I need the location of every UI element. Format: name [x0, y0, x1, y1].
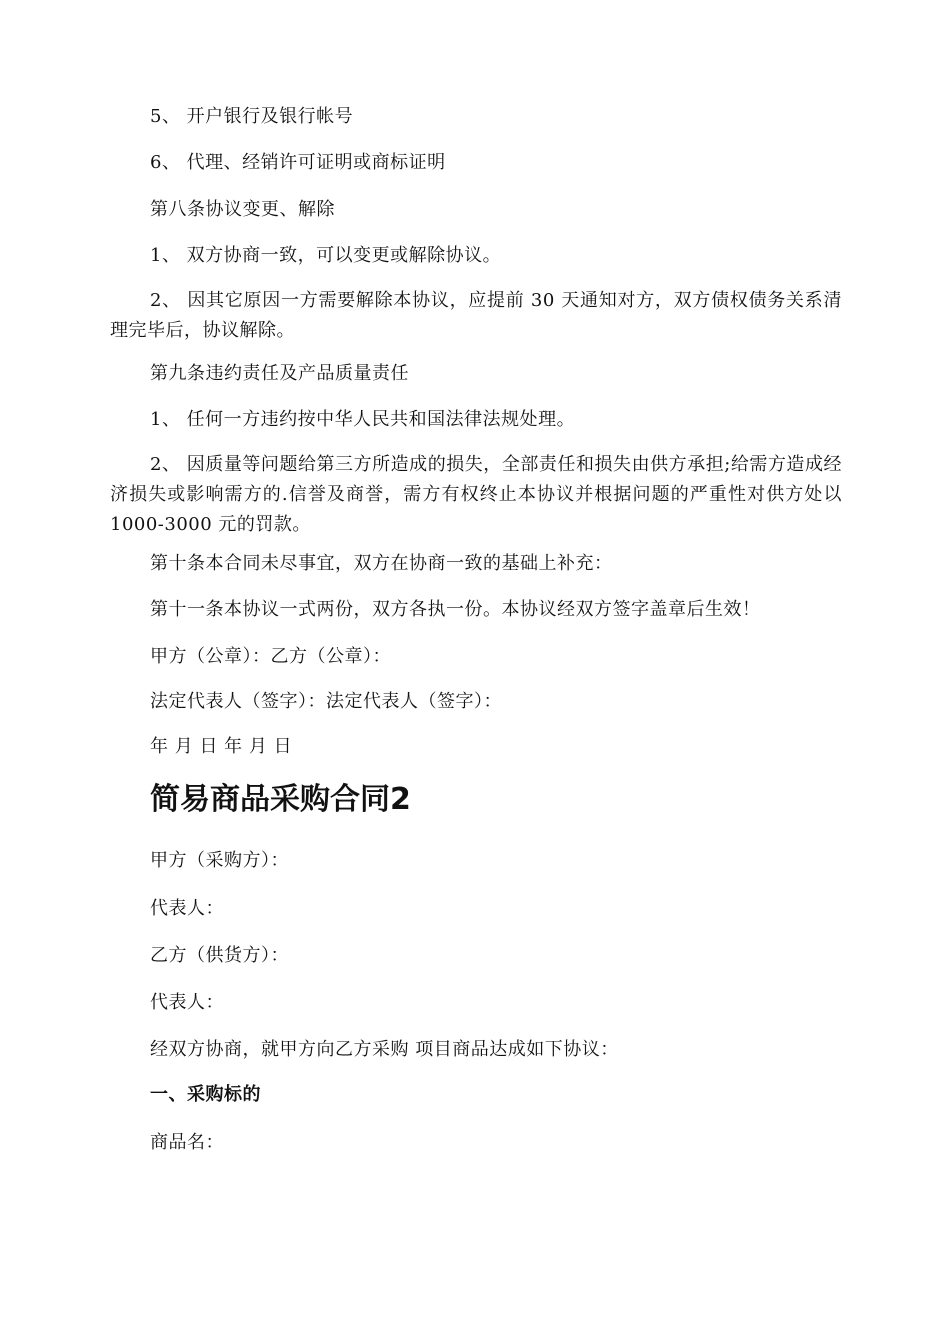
buyer-representative-line: 代表人：	[150, 898, 224, 919]
article-11: 第十一条本协议一式两份，双方各执一份。本协议经双方签字盖章后生效！	[150, 599, 761, 620]
legal-rep-signature-line: 法定代表人（签字）：法定代表人（签字）：	[150, 691, 502, 712]
paragraph-quality-liability: 2、 因质量等问题给第三方所造成的损失，全部责任和损失由供方承担;给需方造成经济损失或影响需方的.信誉及商誉，需方有权终止本协议并根据问题的严重性对供方处以 1000-3000 元的罚款。	[110, 454, 843, 535]
purchase-subject-heading: 一、采购标的	[150, 1084, 261, 1105]
article-8-heading: 第八条协议变更、解除	[150, 199, 335, 220]
party-seals-line: 甲方（公章）：乙方（公章）：	[150, 646, 391, 667]
article-9-heading: 第九条违约责任及产品质量责任	[150, 363, 409, 384]
product-name-line: 商品名：	[150, 1132, 224, 1153]
buyer-party-line: 甲方（采购方）：	[150, 850, 289, 871]
paragraph-license-proof: 6、 代理、经销许可证明或商标证明	[150, 152, 446, 173]
agreement-intro: 经双方协商，就甲方向乙方采购 项目商品达成如下协议：	[150, 1039, 619, 1060]
paragraph-mutual-termination: 1、 双方协商一致，可以变更或解除协议。	[150, 245, 502, 266]
seller-party-line: 乙方（供货方）：	[150, 945, 289, 966]
seller-representative-line: 代表人：	[150, 992, 224, 1013]
paragraph-bank-account: 5、 开户银行及银行帐号	[150, 106, 354, 127]
article-10: 第十条本合同未尽事宜，双方在协商一致的基础上补充：	[150, 553, 613, 574]
paragraph-breach-law: 1、 任何一方违约按中华人民共和国法律法规处理。	[150, 409, 576, 430]
section-2-title: 简易商品采购合同2	[150, 782, 411, 817]
date-line: 年 月 日 年 月 日	[150, 736, 293, 757]
paragraph-early-termination: 2、 因其它原因一方需要解除本协议，应提前 30 天通知对方，双方债权债务关系清理完毕后，协议解除。	[110, 290, 842, 341]
